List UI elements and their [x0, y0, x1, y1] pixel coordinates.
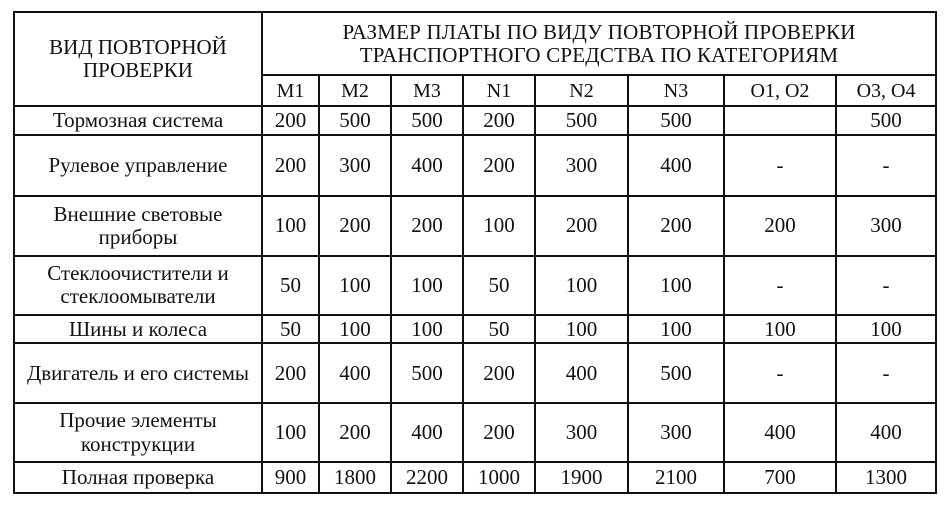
fee-cell: 2200 [391, 462, 463, 493]
fee-cell: 200 [262, 106, 319, 135]
fee-cell: 100 [463, 196, 535, 255]
fee-cell: 500 [319, 106, 391, 135]
fee-cell: 2100 [628, 462, 724, 493]
fee-cell: 100 [319, 256, 391, 315]
fee-cell: 50 [463, 256, 535, 315]
table-row [14, 256, 936, 315]
fee-cell: 400 [628, 135, 724, 196]
table-row [14, 135, 936, 196]
fee-cell: 400 [724, 403, 836, 462]
fee-cell: 100 [262, 196, 319, 255]
fee-cell: 200 [535, 196, 628, 255]
fee-cell: 1900 [535, 462, 628, 493]
fee-cell: 500 [535, 106, 628, 135]
fee-cell: 400 [319, 343, 391, 402]
category-n3: N3 [628, 75, 724, 106]
row-label: Полная проверка [14, 462, 262, 493]
fee-cell: 500 [628, 106, 724, 135]
fee-cell: 100 [724, 315, 836, 344]
row-label: Тормозная система [14, 106, 262, 135]
fee-cell: 200 [724, 196, 836, 255]
fee-cell: 50 [463, 315, 535, 344]
fee-cell: 100 [836, 315, 936, 344]
fee-cell: 100 [535, 315, 628, 344]
fee-cell: 50 [262, 256, 319, 315]
fee-cell: 300 [535, 135, 628, 196]
fee-cell: 1300 [836, 462, 936, 493]
category-n1: N1 [463, 75, 535, 106]
fee-cell: 300 [836, 196, 936, 255]
category-n2: N2 [535, 75, 628, 106]
fee-cell: 400 [391, 135, 463, 196]
fee-cell: 400 [535, 343, 628, 402]
fee-cell: 1000 [463, 462, 535, 493]
fee-cell: 400 [836, 403, 936, 462]
fee-cell: 300 [535, 403, 628, 462]
fee-cell: 200 [463, 106, 535, 135]
row-label: Прочие элементы конструкции [14, 403, 262, 462]
fee-cell: 300 [628, 403, 724, 462]
fee-cell: 100 [262, 403, 319, 462]
fee-cell: - [836, 135, 936, 196]
row-label: Двигатель и его системы [14, 343, 262, 402]
fee-cell: 200 [262, 343, 319, 402]
fee-cell: 400 [391, 403, 463, 462]
fee-cell: 200 [463, 403, 535, 462]
fee-cell: 200 [391, 196, 463, 255]
fee-cell: 100 [535, 256, 628, 315]
row-label: Шины и колеса [14, 315, 262, 344]
fee-cell: 1800 [319, 462, 391, 493]
fee-cell: 100 [319, 315, 391, 344]
fee-cell: 500 [836, 106, 936, 135]
table-row [14, 196, 936, 255]
header-type-cell [14, 12, 262, 106]
fee-cell: 100 [628, 256, 724, 315]
table-row [14, 462, 936, 493]
category-m3: M3 [391, 75, 463, 106]
table-row [14, 315, 936, 344]
fee-cell: 50 [262, 315, 319, 344]
fee-cell: 200 [262, 135, 319, 196]
fee-cell: 100 [391, 256, 463, 315]
fee-cell: 700 [724, 462, 836, 493]
fee-cell [724, 106, 836, 135]
category-o1-o2: O1, O2 [724, 75, 836, 106]
fee-cell: 200 [463, 135, 535, 196]
header-fee-label: РАЗМЕР ПЛАТЫ ПО ВИДУ ПОВТОРНОЙ ПРОВЕРКИ ТРАНСПОРТНОГО СРЕДСТВА ПО КАТЕГОРИЯМ [342, 19, 856, 67]
fee-cell: 100 [391, 315, 463, 344]
fee-cell: 200 [319, 403, 391, 462]
row-label: Внешние световые приборы [14, 196, 262, 255]
fee-cell: 100 [628, 315, 724, 344]
category-m2: M2 [319, 75, 391, 106]
fee-cell: 300 [319, 135, 391, 196]
table-row [14, 343, 936, 402]
fee-cell: 500 [391, 343, 463, 402]
header-fee-cell [262, 12, 936, 75]
header-type-label: ВИД ПОВТОРНОЙ ПРОВЕРКИ [49, 34, 227, 83]
fee-cell: 500 [628, 343, 724, 402]
category-m1: M1 [262, 75, 319, 106]
fee-cell: - [724, 135, 836, 196]
fee-cell: 200 [628, 196, 724, 255]
fee-cell: - [724, 343, 836, 402]
table-row [14, 106, 936, 135]
fee-table [13, 11, 937, 494]
fee-cell: - [724, 256, 836, 315]
fee-cell: - [836, 343, 936, 402]
fee-cell: 200 [319, 196, 391, 255]
row-label: Стеклоочистители и стеклоомыватели [14, 256, 262, 315]
fee-cell: 200 [463, 343, 535, 402]
fee-cell: - [836, 256, 936, 315]
row-label: Рулевое управление [14, 135, 262, 196]
table-row [14, 403, 936, 462]
fee-cell: 900 [262, 462, 319, 493]
category-o3-o4: O3, O4 [836, 75, 936, 106]
fee-cell: 500 [391, 106, 463, 135]
